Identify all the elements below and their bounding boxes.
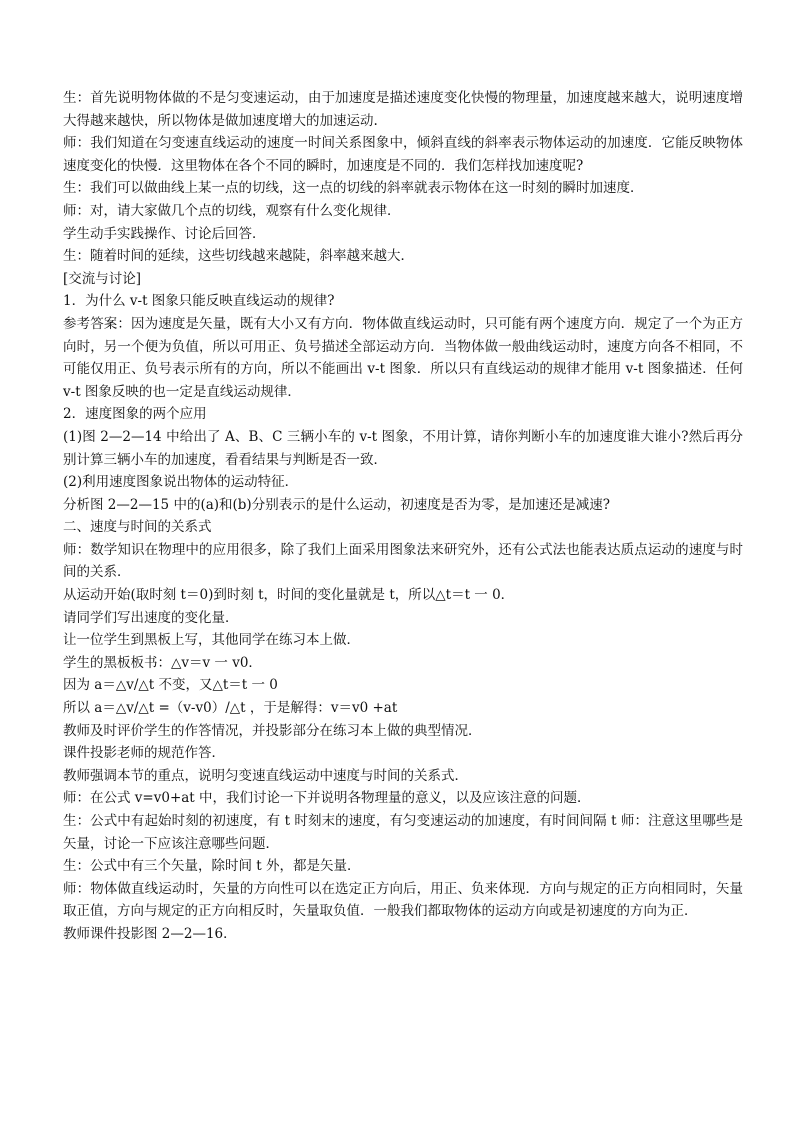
section-heading-discussion: [交流与讨论] <box>63 270 142 287</box>
section-heading-velocity-time: 二、速度与时间的关系式 <box>63 519 212 536</box>
paragraph-12: (2)利用速度图象说出物体的运动特征． <box>63 474 299 491</box>
paragraph-21: 所以 a＝△v/△t =（v-v0）/△t ，于是解得：v＝v0 +at <box>63 700 398 717</box>
paragraph-25: 师：在公式 v=v0+at 中，我们讨论一下并说明各物理量的意义，以及应该注意的问题． <box>63 790 591 807</box>
paragraph-29: 教师课件投影图 2—2—16． <box>63 925 237 942</box>
paragraph-11: (1)图 2—2—14 中给出了 A、B、C 三辆小车的 v-t 图象，不用计算，请你判断小车的加速度谁大谁小?然后再分别计算三辆小车的加速度，看看结果与判断是否一致． <box>63 428 743 468</box>
paragraph-9: 参考答案：因为速度是矢量，既有大小又有方向．物体做直线运动时，只可能有两个速度方向．规定了一个为正方向时，另一个便为负值，所以可用正、负号描述全部运动方向．当物体做一般曲线运动时，速度方向各不相同，不可能仅用正、负号表示所有的方向，所以不能画出 v-t 图象．所以只有直线运动的规律才能用 v-t 图象描述．任何 v-t 图象反映的也一定是直线运动规律． <box>63 315 743 400</box>
paragraph-10: 2．速度图象的两个应用 <box>63 406 207 423</box>
paragraph-13: 分析图 2—2—15 中的(a)和(b)分别表示的是什么运动，初速度是否为零，是加速还是减速? <box>63 496 610 513</box>
paragraph-22: 教师及时评价学生的作答情况，并投影部分在练习本上做的典型情况． <box>63 722 482 739</box>
paragraph-24: 教师强调本节的重点，说明匀变速直线运动中速度与时间的关系式． <box>63 767 468 784</box>
paragraph-5: 学生动手实践操作、讨论后回答． <box>63 225 266 242</box>
paragraph-1: 生：首先说明物体做的不是匀变速运动，由于加速度是描述速度变化快慢的物理量，加速度越来越大，说明速度增大得越来越快，所以物体是做加速度增大的加速运动. <box>63 90 743 129</box>
paragraph-17: 请同学们写出速度的变化量． <box>63 609 239 626</box>
paragraph-20: 因为 a＝△v/△t 不变，又△t＝t 一 0 <box>63 677 278 694</box>
paragraph-19: 学生的黑板板书：△v＝v 一 v0． <box>63 654 262 671</box>
paragraph-27: 生：公式中有三个矢量，除时间 t 外，都是矢量． <box>63 858 361 875</box>
paragraph-6: 生：随着时间的延续，这些切线越来越陡，斜率越来越大． <box>63 248 414 265</box>
paragraph-16: 从运动开始(取时刻 t＝0)到时刻 t，时间的变化量就是 t，所以△t＝t 一 0． <box>63 587 515 604</box>
paragraph-8: 1．为什么 v-t 图象只能反映直线运动的规律? <box>63 293 335 310</box>
paragraph-2: 师：我们知道在匀变速直线运动的速度一时间关系图象中，倾斜直线的斜率表示物体运动的加速度．它能反映物体速度变化的快慢．这里物体在各个不同的瞬时，加速度是不同的．我们怎样找加速度呢? <box>63 135 743 174</box>
document-body <box>63 87 743 946</box>
paragraph-26: 生：公式中有起始时刻的初速度，有 t 时刻末的速度，有匀变速运动的加速度，有时间间隔 t 师：注意这里哪些是矢量，讨论一下应该注意哪些问题． <box>63 813 743 852</box>
paragraph-28: 师：物体做直线运动时，矢量的方向性可以在选定正方向后，用正、负来体现．方向与规定的正方向相同时，矢量取正值，方向与规定的正方向相反时，矢量取负值．一般我们都取物体的运动方向或是初速度的方向为正． <box>63 880 743 920</box>
paragraph-23: 课件投影老师的规范作答． <box>63 745 225 762</box>
paragraph-4: 师：对，请大家做几个点的切线，观察有什么变化规律． <box>63 202 401 219</box>
paragraph-15: 师：数学知识在物理中的应用很多，除了我们上面采用图象法来研究外，还有公式法也能表达质点运动的速度与时间的关系． <box>63 541 743 581</box>
paragraph-18: 让一位学生到黑板上写，其他同学在练习本上做． <box>63 632 360 649</box>
paragraph-3: 生：我们可以做曲线上某一点的切线，这一点的切线的斜率就表示物体在这一时刻的瞬时加速度． <box>63 180 644 197</box>
